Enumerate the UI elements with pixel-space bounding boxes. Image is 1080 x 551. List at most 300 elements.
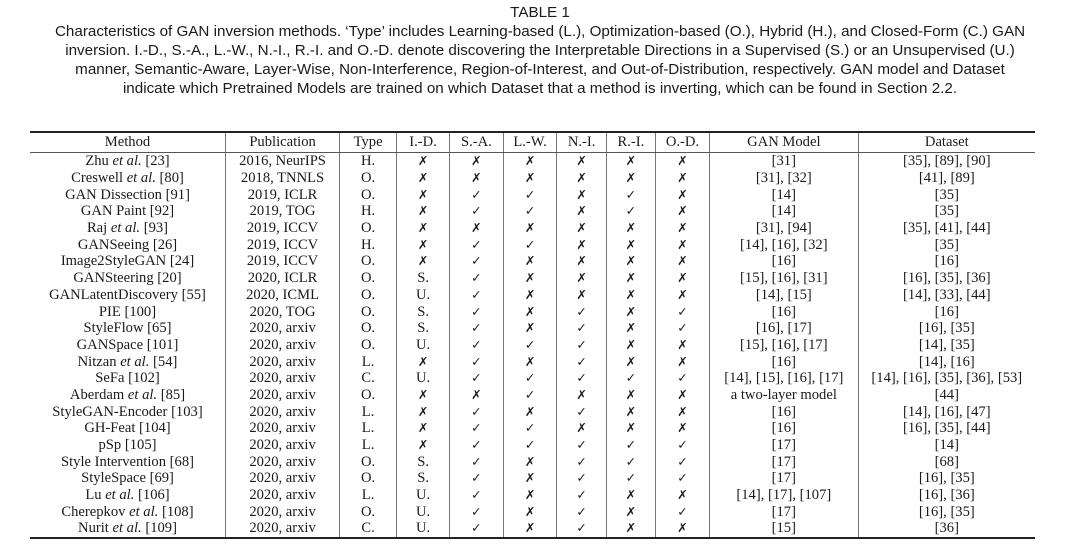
dataset-cell: [68] <box>858 453 1035 470</box>
dataset-cell: [41], [89] <box>858 170 1035 187</box>
layer-wise-cell <box>503 303 557 320</box>
check-mark-icon: ✓ <box>471 420 482 436</box>
publication-cell: 2020, arxiv <box>226 487 340 504</box>
check-mark-icon: ✓ <box>625 186 637 202</box>
check-mark-icon: ✓ <box>524 386 536 402</box>
method-name: Aberdam <box>69 386 125 403</box>
cross-mark-icon: ✗ <box>417 253 429 269</box>
method-reference: [105] <box>124 437 157 454</box>
out-of-distribution-cell <box>655 236 709 253</box>
table-row <box>30 353 1035 370</box>
semantic-aware-cell <box>450 437 504 454</box>
interpretable-directions-cell <box>397 253 450 270</box>
cross-mark-icon: ✗ <box>576 220 587 236</box>
semantic-aware-cell <box>450 353 504 370</box>
non-interference-cell <box>557 370 606 387</box>
table-row <box>30 403 1035 420</box>
gan-model-cell: [17] <box>710 470 859 487</box>
out-of-distribution-cell <box>655 303 709 320</box>
semantic-aware-cell <box>450 503 504 520</box>
region-of-interest-cell <box>606 487 655 504</box>
out-of-distribution-cell <box>655 453 709 470</box>
layer-wise-cell <box>503 437 557 454</box>
method-name: Cherepkov <box>61 503 126 520</box>
non-interference-cell <box>557 453 606 470</box>
method-cell <box>30 170 226 187</box>
method-cell <box>30 503 226 520</box>
cross-mark-icon: ✗ <box>417 236 429 252</box>
caption-line: manner, Semantic-Aware, Layer-Wise, Non-Interference, Region-of-Interest, and Out-of-Distribution, respectively. GAN model and Dataset <box>75 61 1005 78</box>
non-interference-cell <box>557 320 606 337</box>
out-of-distribution-cell <box>655 370 709 387</box>
table-row <box>30 320 1035 337</box>
method-cell <box>30 470 226 487</box>
method-cell <box>30 220 226 237</box>
method-reference: [65] <box>147 320 172 337</box>
cross-mark-icon: ✗ <box>625 170 637 186</box>
type-cell: O. <box>340 253 397 270</box>
interpretable-directions-cell: S. <box>397 270 450 287</box>
publication-cell: 2019, ICCV <box>226 220 340 237</box>
cross-mark-icon: ✗ <box>417 186 429 202</box>
check-mark-icon: ✓ <box>576 320 587 336</box>
out-of-distribution-cell <box>655 387 709 404</box>
method-cell <box>30 303 226 320</box>
layer-wise-cell <box>503 220 557 237</box>
cross-mark-icon: ✗ <box>524 320 536 336</box>
publication-cell: 2020, arxiv <box>226 337 340 354</box>
header-publication: Publication <box>226 132 340 153</box>
method-reference: [92] <box>149 203 175 220</box>
non-interference-cell <box>557 503 606 520</box>
gan-model-cell: [14], [16], [32] <box>710 236 859 253</box>
gan-model-cell: [16] <box>710 303 859 320</box>
gan-model-cell: [14] <box>710 203 859 220</box>
method-name: Nurit <box>78 520 109 537</box>
table-row <box>30 503 1035 520</box>
publication-cell: 2016, NeurIPS <box>226 153 340 170</box>
out-of-distribution-cell <box>655 520 709 538</box>
out-of-distribution-cell <box>655 220 709 237</box>
non-interference-cell <box>557 303 606 320</box>
header-non-interference: N.-I. <box>557 132 606 153</box>
method-reference: [55] <box>181 286 206 303</box>
method-cell <box>30 186 226 203</box>
semantic-aware-cell <box>450 387 504 404</box>
gan-model-cell: [16] <box>710 403 859 420</box>
dataset-cell: [36] <box>858 520 1035 538</box>
type-cell: L. <box>340 403 397 420</box>
cross-mark-icon: ✗ <box>417 386 429 402</box>
non-interference-cell <box>557 287 606 304</box>
method-reference: [93] <box>143 220 169 237</box>
interpretable-directions-cell <box>397 420 450 437</box>
type-cell: O. <box>340 270 397 287</box>
method-reference: [85] <box>160 386 186 403</box>
table-row <box>30 170 1035 187</box>
type-cell: O. <box>340 453 397 470</box>
out-of-distribution-cell <box>655 287 709 304</box>
table-row <box>30 270 1035 287</box>
header-semantic-aware: S.-A. <box>450 132 504 153</box>
gan-model-cell: [15], [16], [17] <box>710 337 859 354</box>
non-interference-cell <box>557 270 606 287</box>
region-of-interest-cell <box>606 253 655 270</box>
gan-model-cell: [17] <box>710 453 859 470</box>
check-mark-icon: ✓ <box>524 420 536 436</box>
cross-mark-icon: ✗ <box>524 453 536 469</box>
method-reference: [91] <box>165 186 190 203</box>
check-mark-icon: ✓ <box>576 470 587 486</box>
semantic-aware-cell <box>450 203 504 220</box>
cross-mark-icon: ✗ <box>524 403 536 419</box>
method-reference: [20] <box>157 270 182 287</box>
cross-mark-icon: ✗ <box>471 386 482 402</box>
check-mark-icon: ✓ <box>576 487 587 503</box>
dataset-cell: [16], [35] <box>858 470 1035 487</box>
method-name: Raj <box>86 220 108 237</box>
gan-model-cell: [31], [32] <box>710 170 859 187</box>
layer-wise-cell <box>503 337 557 354</box>
dataset-cell: [35] <box>858 203 1035 220</box>
type-cell: O. <box>340 287 397 304</box>
dataset-cell: [35], [41], [44] <box>858 220 1035 237</box>
table-row <box>30 453 1035 470</box>
gan-inversion-table <box>30 131 1035 539</box>
check-mark-icon: ✓ <box>576 453 587 469</box>
dataset-cell: [16] <box>858 303 1035 320</box>
check-mark-icon: ✓ <box>524 186 536 202</box>
semantic-aware-cell <box>450 487 504 504</box>
method-name: GAN Dissection <box>65 186 162 203</box>
cross-mark-icon: ✗ <box>576 186 587 202</box>
check-mark-icon: ✓ <box>677 503 688 519</box>
method-name: GANSteering <box>73 270 154 287</box>
table-row <box>30 236 1035 253</box>
method-reference: [100] <box>124 303 157 320</box>
cross-mark-icon: ✗ <box>417 170 429 186</box>
interpretable-directions-cell: S. <box>397 303 450 320</box>
publication-cell: 2020, arxiv <box>226 437 340 454</box>
interpretable-directions-cell <box>397 387 450 404</box>
method-name: Image2StyleGAN <box>60 253 167 270</box>
table-header-row <box>30 132 1035 153</box>
type-cell: H. <box>340 153 397 170</box>
publication-cell: 2020, TOG <box>226 303 340 320</box>
dataset-cell: [14], [16], [47] <box>858 403 1035 420</box>
check-mark-icon: ✓ <box>471 320 482 336</box>
check-mark-icon: ✓ <box>471 203 482 219</box>
table-row <box>30 220 1035 237</box>
cross-mark-icon: ✗ <box>417 353 429 369</box>
non-interference-cell <box>557 170 606 187</box>
dataset-cell: [35] <box>858 186 1035 203</box>
cross-mark-icon: ✗ <box>417 420 429 436</box>
interpretable-directions-cell: U. <box>397 287 450 304</box>
publication-cell: 2020, arxiv <box>226 520 340 538</box>
out-of-distribution-cell <box>655 186 709 203</box>
layer-wise-cell <box>503 270 557 287</box>
interpretable-directions-cell: S. <box>397 470 450 487</box>
semantic-aware-cell <box>450 370 504 387</box>
method-reference: [23] <box>145 153 170 170</box>
method-cell <box>30 253 226 270</box>
cross-mark-icon: ✗ <box>677 270 688 286</box>
check-mark-icon: ✓ <box>471 236 482 252</box>
interpretable-directions-cell: U. <box>397 520 450 538</box>
gan-model-cell: [16] <box>710 420 859 437</box>
interpretable-directions-cell <box>397 170 450 187</box>
method-name: StyleGAN-Encoder <box>52 403 168 420</box>
method-cell <box>30 437 226 454</box>
publication-cell: 2018, TNNLS <box>226 170 340 187</box>
type-cell: H. <box>340 203 397 220</box>
semantic-aware-cell <box>450 403 504 420</box>
cross-mark-icon: ✗ <box>625 487 637 503</box>
method-cell <box>30 287 226 304</box>
method-name: PIE <box>98 303 121 320</box>
check-mark-icon: ✓ <box>471 286 482 302</box>
non-interference-cell <box>557 387 606 404</box>
check-mark-icon: ✓ <box>677 370 688 386</box>
region-of-interest-cell <box>606 420 655 437</box>
et-al-text: et al. <box>127 386 158 403</box>
check-mark-icon: ✓ <box>576 303 587 319</box>
gan-model-cell: [14], [15] <box>710 287 859 304</box>
method-name: GANSpace <box>76 336 144 353</box>
gan-model-cell: [14], [15], [16], [17] <box>710 370 859 387</box>
check-mark-icon: ✓ <box>576 353 587 369</box>
cross-mark-icon: ✗ <box>677 203 688 219</box>
type-cell: L. <box>340 487 397 504</box>
cross-mark-icon: ✗ <box>625 253 637 269</box>
type-cell: O. <box>340 320 397 337</box>
cross-mark-icon: ✗ <box>677 220 688 236</box>
table-row <box>30 203 1035 220</box>
type-cell: O. <box>340 186 397 203</box>
region-of-interest-cell <box>606 403 655 420</box>
method-name: Style Intervention <box>61 453 166 470</box>
check-mark-icon: ✓ <box>524 370 536 386</box>
layer-wise-cell <box>503 453 557 470</box>
method-name: Nitzan <box>77 353 117 370</box>
cross-mark-icon: ✗ <box>677 286 688 302</box>
out-of-distribution-cell <box>655 403 709 420</box>
dataset-cell: [14] <box>858 437 1035 454</box>
check-mark-icon: ✓ <box>524 236 536 252</box>
check-mark-icon: ✓ <box>677 303 688 319</box>
region-of-interest-cell <box>606 236 655 253</box>
table-row <box>30 337 1035 354</box>
method-cell <box>30 337 226 354</box>
gan-model-cell: [31] <box>710 153 859 170</box>
out-of-distribution-cell <box>655 437 709 454</box>
region-of-interest-cell <box>606 203 655 220</box>
dataset-cell: [16], [35], [44] <box>858 420 1035 437</box>
interpretable-directions-cell <box>397 353 450 370</box>
layer-wise-cell <box>503 503 557 520</box>
gan-model-cell: [15], [16], [31] <box>710 270 859 287</box>
interpretable-directions-cell: S. <box>397 453 450 470</box>
publication-cell: 2020, arxiv <box>226 453 340 470</box>
semantic-aware-cell <box>450 253 504 270</box>
check-mark-icon: ✓ <box>471 470 482 486</box>
cross-mark-icon: ✗ <box>625 320 637 336</box>
cross-mark-icon: ✗ <box>625 520 637 536</box>
cross-mark-icon: ✗ <box>524 153 536 169</box>
semantic-aware-cell <box>450 420 504 437</box>
cross-mark-icon: ✗ <box>524 470 536 486</box>
layer-wise-cell <box>503 153 557 170</box>
check-mark-icon: ✓ <box>471 336 482 352</box>
method-cell <box>30 403 226 420</box>
cross-mark-icon: ✗ <box>625 220 637 236</box>
method-cell <box>30 270 226 287</box>
cross-mark-icon: ✗ <box>524 303 536 319</box>
publication-cell: 2020, arxiv <box>226 387 340 404</box>
interpretable-directions-cell <box>397 186 450 203</box>
interpretable-directions-cell <box>397 203 450 220</box>
type-cell: C. <box>340 520 397 538</box>
publication-cell: 2020, ICLR <box>226 270 340 287</box>
cross-mark-icon: ✗ <box>524 253 536 269</box>
region-of-interest-cell <box>606 287 655 304</box>
region-of-interest-cell <box>606 437 655 454</box>
cross-mark-icon: ✗ <box>677 186 688 202</box>
semantic-aware-cell <box>450 320 504 337</box>
method-cell <box>30 387 226 404</box>
type-cell: C. <box>340 370 397 387</box>
check-mark-icon: ✓ <box>471 403 482 419</box>
out-of-distribution-cell <box>655 503 709 520</box>
et-al-text: et al. <box>110 220 141 237</box>
table-caption <box>0 3 1080 98</box>
gan-model-cell: a two-layer model <box>710 387 859 404</box>
table-row <box>30 387 1035 404</box>
interpretable-directions-cell <box>397 236 450 253</box>
cross-mark-icon: ✗ <box>417 403 429 419</box>
gan-model-cell: [17] <box>710 437 859 454</box>
dataset-cell: [35] <box>858 236 1035 253</box>
layer-wise-cell <box>503 470 557 487</box>
cross-mark-icon: ✗ <box>417 437 429 453</box>
header-interpretable-directions: I.-D. <box>397 132 450 153</box>
out-of-distribution-cell <box>655 270 709 287</box>
type-cell: O. <box>340 170 397 187</box>
check-mark-icon: ✓ <box>677 437 688 453</box>
gan-model-cell: [16], [17] <box>710 320 859 337</box>
method-name: pSp <box>98 437 122 454</box>
header-region-of-interest: R.-I. <box>606 132 655 153</box>
non-interference-cell <box>557 153 606 170</box>
check-mark-icon: ✓ <box>471 453 482 469</box>
region-of-interest-cell <box>606 220 655 237</box>
et-al-text: et al. <box>112 520 142 537</box>
interpretable-directions-cell: S. <box>397 320 450 337</box>
layer-wise-cell <box>503 353 557 370</box>
publication-cell: 2019, TOG <box>226 203 340 220</box>
type-cell: O. <box>340 387 397 404</box>
caption-line: Characteristics of GAN inversion methods. ‘Type’ includes Learning-based (L.), Optimization-based (O.), Hybrid (H.), and Closed-Form (C.) GAN <box>54 23 1026 40</box>
non-interference-cell <box>557 353 606 370</box>
check-mark-icon: ✓ <box>677 470 688 486</box>
type-cell: L. <box>340 437 397 454</box>
type-cell: O. <box>340 470 397 487</box>
check-mark-icon: ✓ <box>625 370 637 386</box>
non-interference-cell <box>557 253 606 270</box>
table-row <box>30 253 1035 270</box>
semantic-aware-cell <box>450 170 504 187</box>
non-interference-cell <box>557 487 606 504</box>
method-name: GH-Feat <box>84 420 136 437</box>
dataset-cell: [16], [35] <box>858 503 1035 520</box>
header-gan-model: GAN Model <box>710 132 859 153</box>
cross-mark-icon: ✗ <box>677 170 688 186</box>
check-mark-icon: ✓ <box>576 503 587 519</box>
cross-mark-icon: ✗ <box>677 153 688 169</box>
method-reference: [104] <box>139 420 171 437</box>
cross-mark-icon: ✗ <box>625 420 637 436</box>
gan-model-cell: [16] <box>710 353 859 370</box>
cross-mark-icon: ✗ <box>625 286 637 302</box>
non-interference-cell <box>557 236 606 253</box>
method-reference: [69] <box>149 470 174 487</box>
layer-wise-cell <box>503 287 557 304</box>
method-name: SeFa <box>95 370 125 387</box>
out-of-distribution-cell <box>655 170 709 187</box>
publication-cell: 2020, arxiv <box>226 503 340 520</box>
interpretable-directions-cell: U. <box>397 487 450 504</box>
region-of-interest-cell <box>606 170 655 187</box>
table-row <box>30 470 1035 487</box>
semantic-aware-cell <box>450 303 504 320</box>
layer-wise-cell <box>503 370 557 387</box>
semantic-aware-cell <box>450 186 504 203</box>
cross-mark-icon: ✗ <box>576 203 587 219</box>
method-reference: [108] <box>161 503 194 520</box>
table-row <box>30 487 1035 504</box>
cross-mark-icon: ✗ <box>625 386 637 402</box>
publication-cell: 2020, arxiv <box>226 320 340 337</box>
region-of-interest-cell <box>606 186 655 203</box>
cross-mark-icon: ✗ <box>524 170 536 186</box>
region-of-interest-cell <box>606 520 655 538</box>
dataset-cell: [14], [16], [35], [36], [53] <box>858 370 1035 387</box>
type-cell: O. <box>340 303 397 320</box>
publication-cell: 2020, arxiv <box>226 403 340 420</box>
table-body <box>30 153 1035 538</box>
region-of-interest-cell <box>606 303 655 320</box>
publication-cell: 2020, ICML <box>226 287 340 304</box>
interpretable-directions-cell: U. <box>397 503 450 520</box>
gan-model-cell: [14], [17], [107] <box>710 487 859 504</box>
check-mark-icon: ✓ <box>576 437 587 453</box>
method-reference: [103] <box>171 403 203 420</box>
method-name: Lu <box>85 487 102 504</box>
check-mark-icon: ✓ <box>471 353 482 369</box>
publication-cell: 2019, ICCV <box>226 236 340 253</box>
cross-mark-icon: ✗ <box>625 270 637 286</box>
cross-mark-icon: ✗ <box>677 403 688 419</box>
semantic-aware-cell <box>450 453 504 470</box>
caption-line: indicate which Pretrained Models are trained on which Dataset that a method is inverting, which can be found in Section 2.2. <box>122 80 958 97</box>
semantic-aware-cell <box>450 337 504 354</box>
caption-line: inversion. I.-D., S.-A., L.-W., N.-I., R.-I. and O.-D. denote discovering the Interpretable Directions in a Supervised (S.) or an Unsupervised (U.) <box>65 42 1015 59</box>
semantic-aware-cell <box>450 287 504 304</box>
cross-mark-icon: ✗ <box>524 487 536 503</box>
out-of-distribution-cell <box>655 253 709 270</box>
non-interference-cell <box>557 420 606 437</box>
